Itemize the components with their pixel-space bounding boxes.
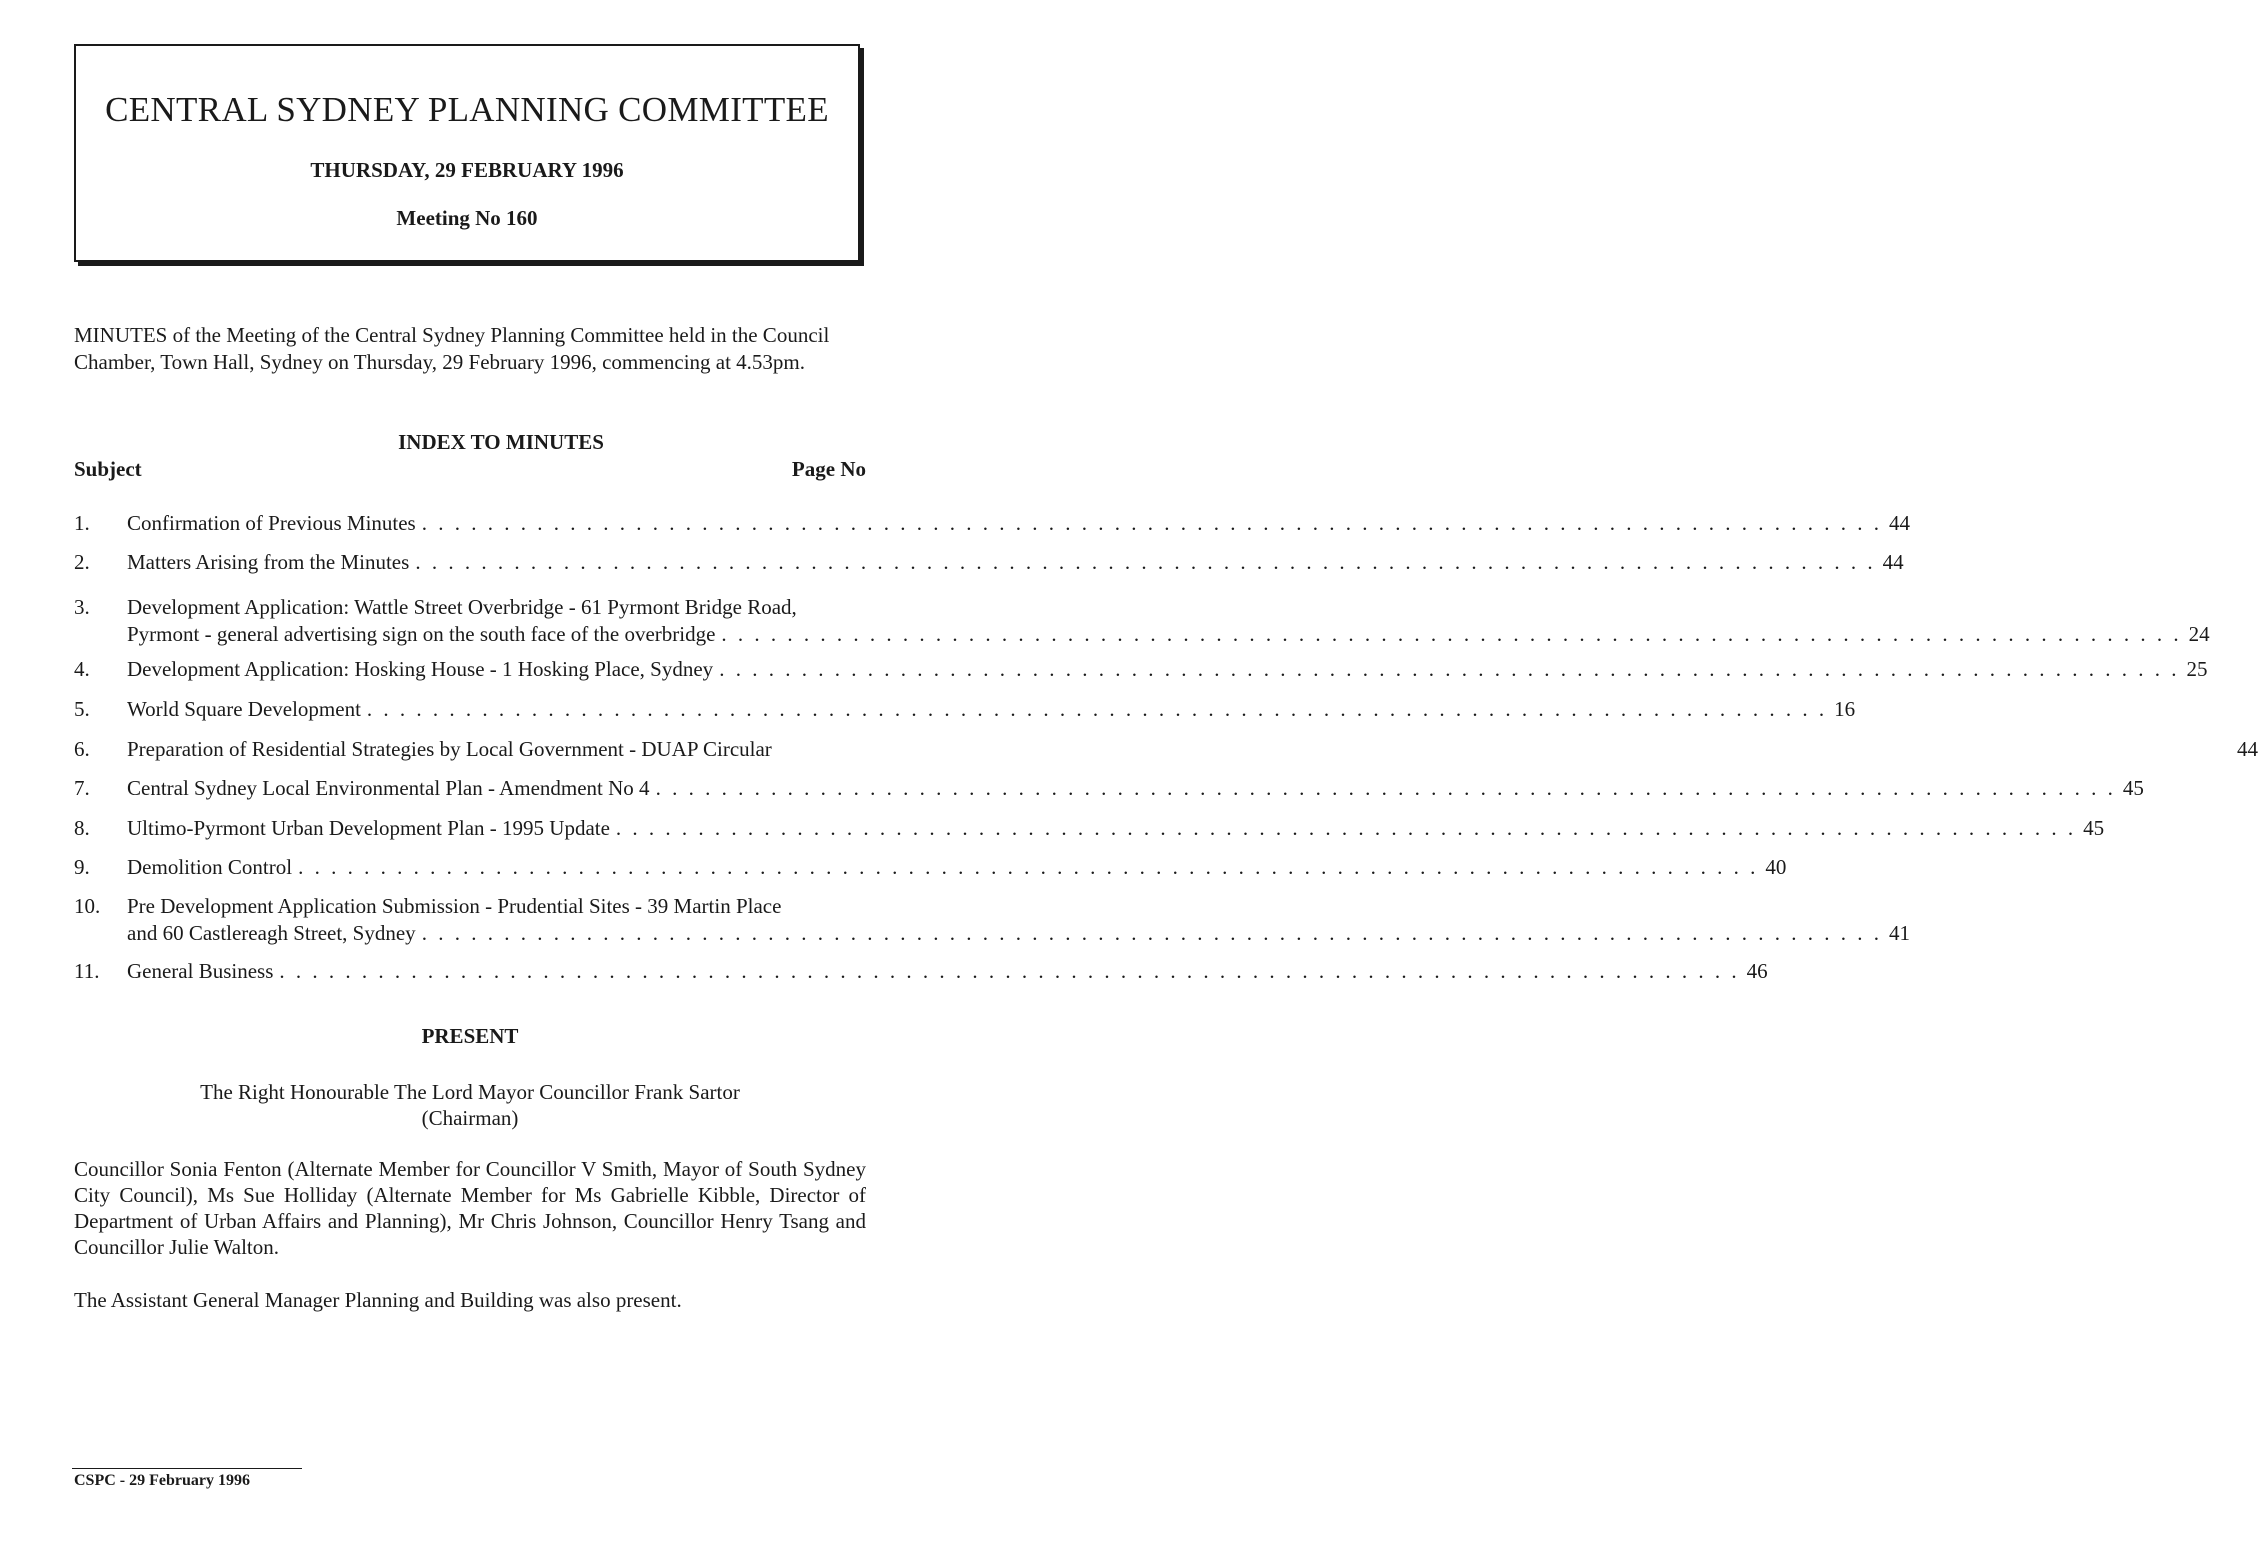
subject-column-label: Subject [74,457,142,481]
also-present-note: The Assistant General Manager Planning and Building was also present. [74,1288,682,1312]
index-entry-line [127,893,866,920]
index-entry-line [127,736,2258,763]
index-entry-number: 6. [74,737,90,761]
chairman-name: The Right Honourable The Lord Mayor Councillor Frank Sartor [200,1080,740,1104]
index-entry-page: 25 [2186,657,2208,681]
index-entry-body [127,736,2258,763]
index-entry-subject: Preparation of Residential Strategies by Local Government - DUAP Circular [127,737,772,761]
index-heading: INDEX TO MINUTES [398,430,604,454]
index-entry-number: 11. [74,959,100,983]
index-entry-body [127,854,1787,881]
index-entry-number: 8. [74,816,90,840]
index-entry-page: 44 [1888,511,1910,535]
footer-reference: CSPC - 29 February 1996 [74,1472,250,1489]
index-entry-body [127,815,2105,842]
index-entry-subject: and 60 Castlereagh Street, Sydney [127,921,416,945]
index-entry-subject: Ultimo-Pyrmont Urban Development Plan - 1995 Update [127,816,610,840]
index-entry-subject: Confirmation of Previous Minutes [127,511,416,535]
index-entry-page: 45 [2083,816,2105,840]
index-entry-number: 3. [74,595,90,619]
index-entry-body [127,958,1768,985]
index-entry-subject: Pyrmont - general advertising sign on the south face of the overbridge [127,622,716,646]
dot-leader [656,775,2116,802]
page-no-column-label: Page No [791,457,866,481]
index-entry-page: 44 [1882,550,1904,574]
dot-leader [422,920,1882,947]
footer-rule [72,1468,302,1469]
index-entry-number: 2. [74,550,90,574]
index-entry-subject: World Square Development [127,697,361,721]
chairman-role: (Chairman) [421,1106,519,1130]
index-entry-body [127,893,1910,947]
dot-leader [279,958,1739,985]
dot-leader [719,656,2179,683]
index-entry-page: 46 [1746,959,1768,983]
index-entry-line [127,775,2144,802]
index-entry-line [127,920,1910,947]
index-entry-line [127,594,866,621]
meeting-number: Meeting No 160 [396,206,538,230]
meeting-date: THURSDAY, 29 FEBRUARY 1996 [310,158,624,182]
index-entry-number: 9. [74,855,90,879]
index-entry-page: 44 [2237,737,2258,761]
index-entry-body [127,549,1904,576]
title-box [74,44,860,262]
index-entry-subject: General Business [127,959,274,983]
dot-leader [298,854,1758,881]
index-entry-page: 41 [1888,921,1910,945]
index-entry-page: 16 [1834,697,1856,721]
index-entry-number: 4. [74,657,90,681]
index-entry-line [127,510,1910,537]
index-entry-body [127,510,1910,537]
dot-leader [422,510,1882,537]
index-entry-body [127,656,2208,683]
dot-leader [721,621,2181,648]
index-entry-number: 1. [74,511,90,535]
minutes-intro: MINUTES of the Meeting of the Central Sydney Planning Committee held in the Council Chamber, Town Hall, Sydney on Thursday, 29 February 1996, commencing at 4.53pm. [74,323,830,374]
index-entry-line [127,549,1904,576]
index-entry-line [127,854,1787,881]
index-entry-number: 5. [74,697,90,721]
index-entry-number: 7. [74,776,90,800]
index-entry-body [127,696,1856,723]
index-entry-page: 45 [2122,776,2144,800]
index-entry-subject: Demolition Control [127,855,293,879]
dot-leader [367,696,1827,723]
members-present: Councillor Sonia Fenton (Alternate Member for Councillor V Smith, Mayor of South Sydney City Council), Ms Sue Holliday (Alternate Member for Ms Gabrielle Kibble, Director of Department of Urban Affairs and Planning), Mr Chris Johnson, Councillor Henry Tsang and Councillor Julie Walton. [74,1157,866,1259]
index-entry-page: 24 [2188,622,2210,646]
index-entry-body [127,594,2210,648]
index-entry-line [127,958,1768,985]
index-entry-body [127,775,2144,802]
dot-leader [616,815,2076,842]
index-entry-page: 40 [1765,855,1787,879]
committee-title: CENTRAL SYDNEY PLANNING COMMITTEE [105,90,829,129]
index-entry-number: 10. [74,894,101,918]
index-entry-subject: Pre Development Application Submission - Prudential Sites - 39 Martin Place [127,894,782,918]
index-entry-line [127,815,2105,842]
index-entry-subject: Development Application: Wattle Street Overbridge - 61 Pyrmont Bridge Road, [127,595,797,619]
index-entry-subject: Development Application: Hosking House - 1 Hosking Place, Sydney [127,657,714,681]
dot-leader [415,549,1875,576]
present-heading: PRESENT [421,1024,519,1048]
index-entry-subject: Matters Arising from the Minutes [127,550,410,574]
index-entry-line [127,696,1856,723]
index-entry-subject: Central Sydney Local Environmental Plan - Amendment No 4 [127,776,650,800]
index-entry-line [127,656,2208,683]
index-entry-line [127,621,2210,648]
